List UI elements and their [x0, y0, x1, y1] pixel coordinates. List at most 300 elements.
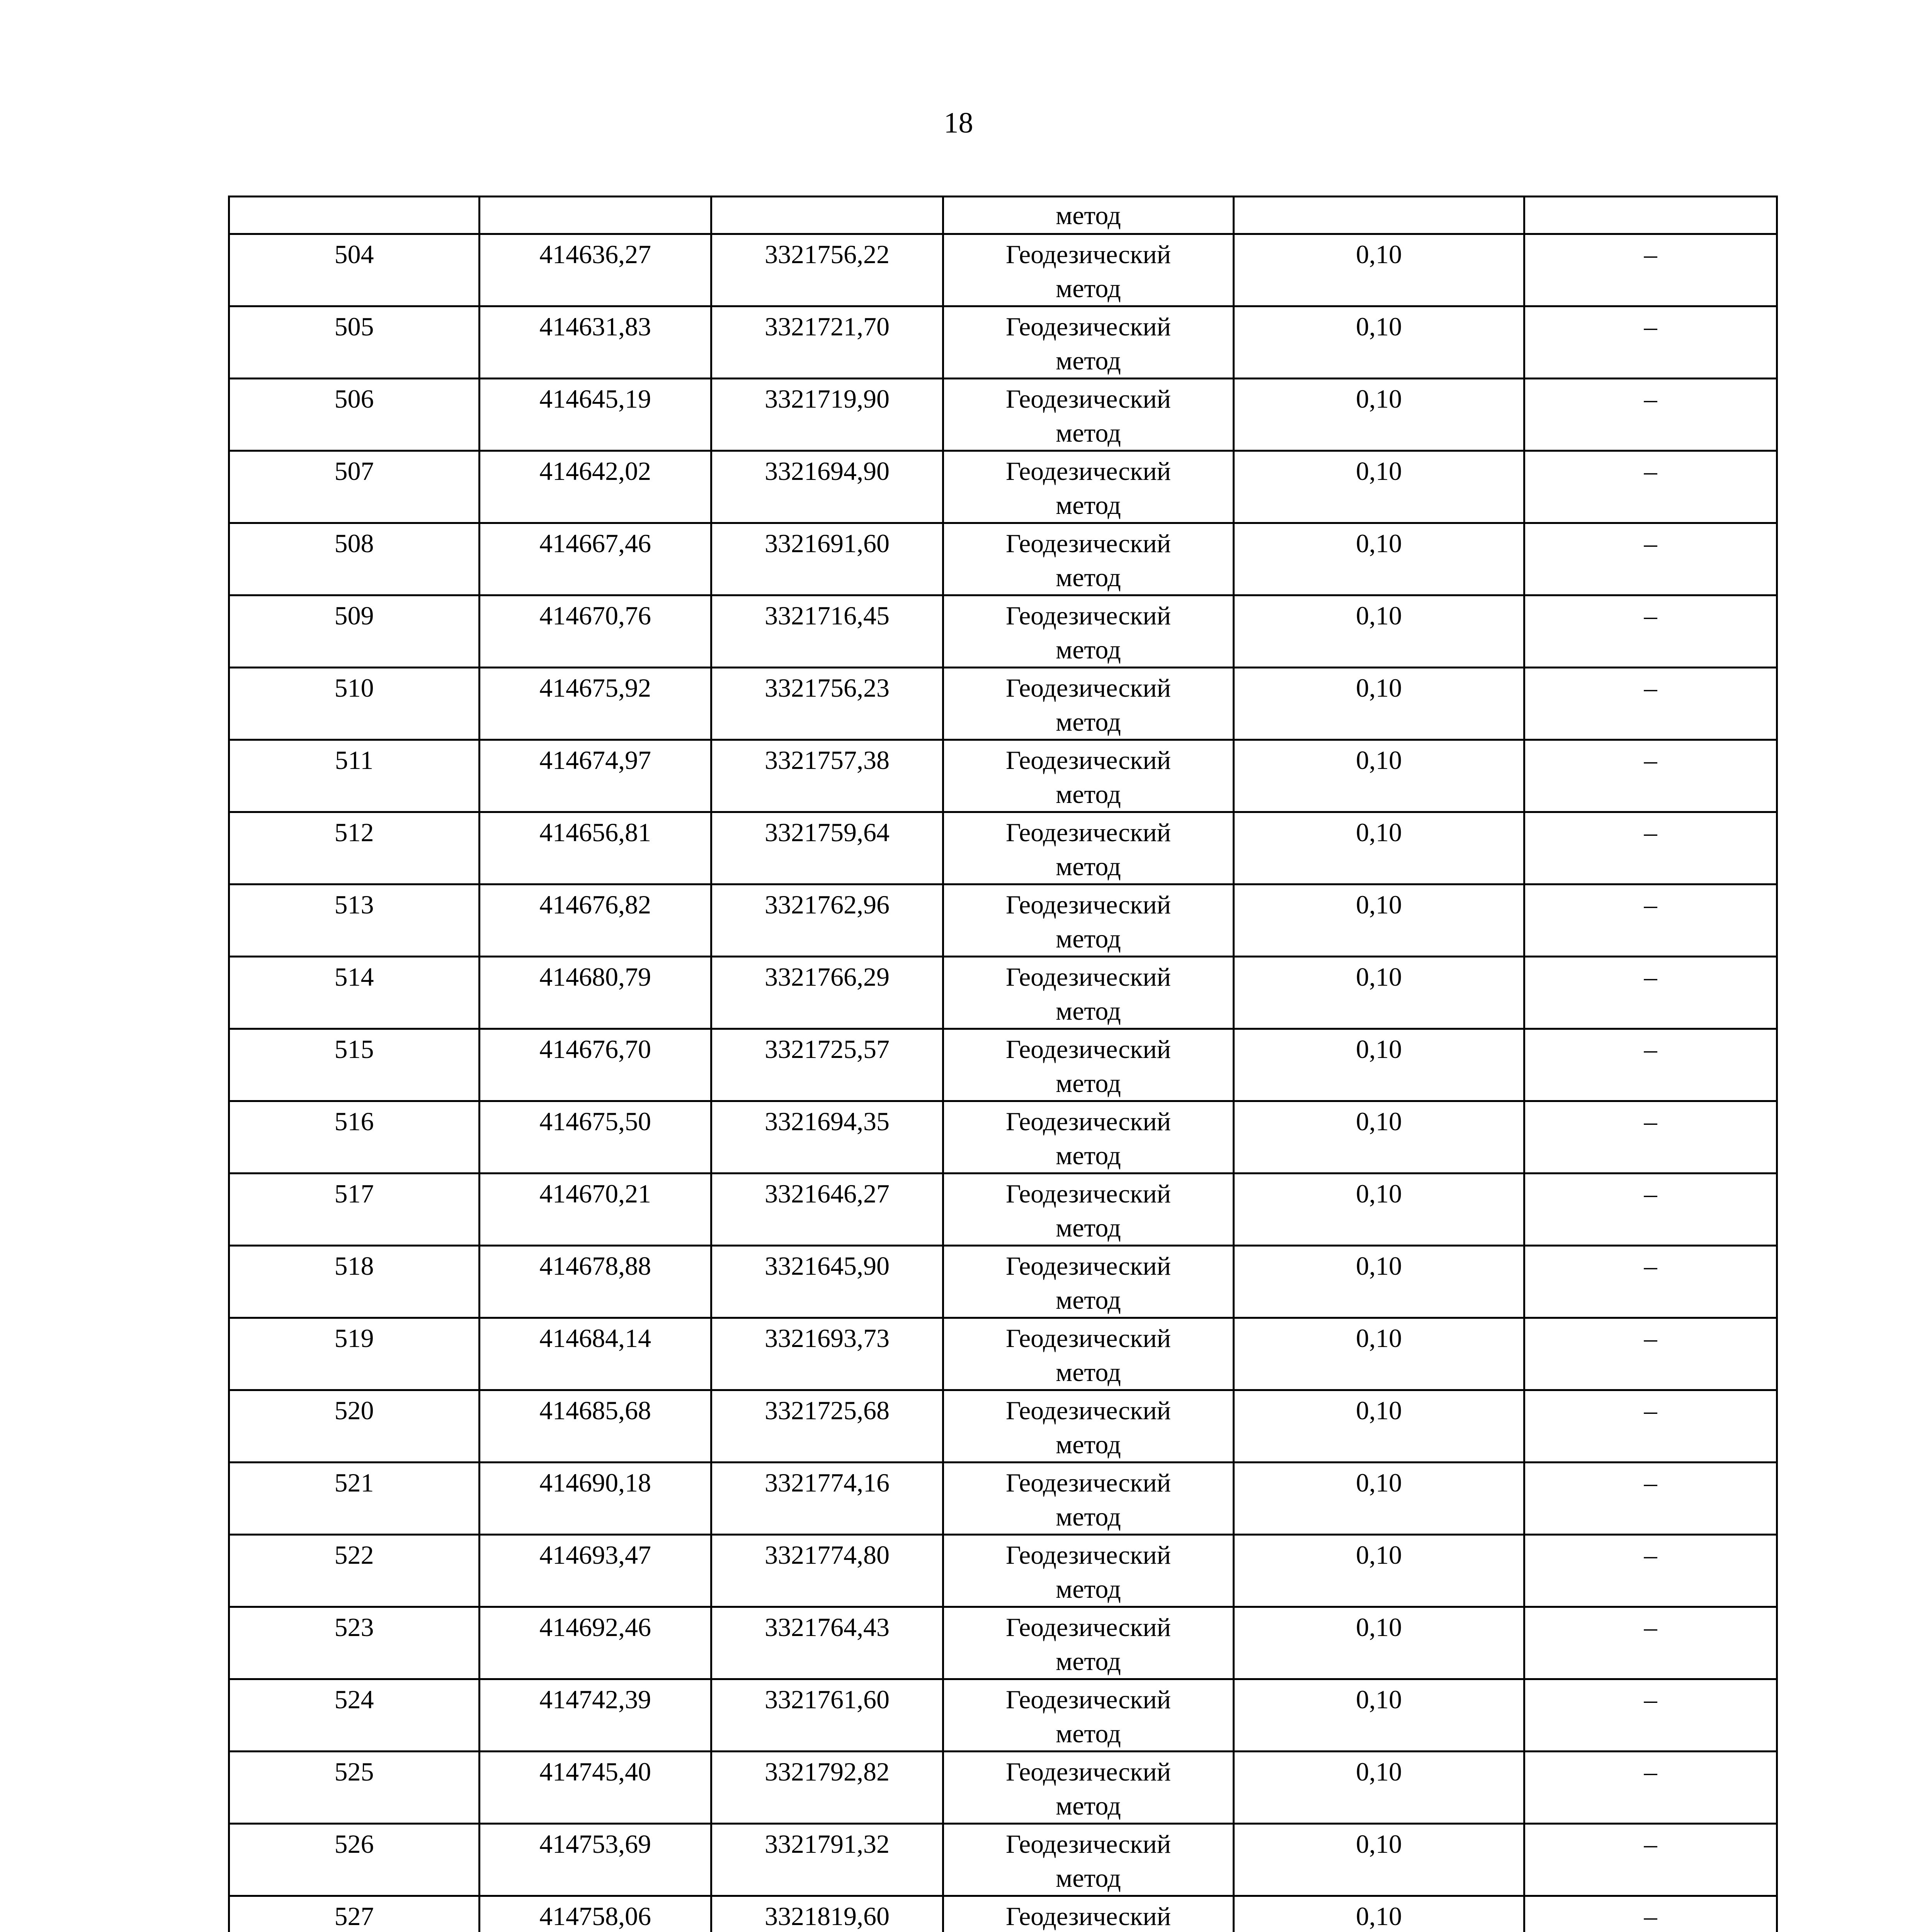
cell-accuracy [1234, 1824, 1524, 1896]
cell-method-text [944, 1463, 1233, 1534]
cell-number-text: 520 [334, 1396, 374, 1425]
cell-note [1524, 1679, 1777, 1752]
cell-x [480, 1390, 711, 1463]
cell-method-text [944, 1247, 1233, 1317]
cell-note-text: – [1644, 1179, 1657, 1208]
cell-number-text: 527 [334, 1901, 374, 1931]
cell-method-text [944, 1102, 1233, 1172]
cell-note [1524, 1752, 1777, 1824]
cell-number [229, 957, 480, 1029]
cell-accuracy [1234, 740, 1524, 812]
cell-method [943, 1896, 1234, 1932]
cell-y [711, 812, 943, 884]
cell-method-text [944, 741, 1233, 811]
cell-accuracy-text: 0,10 [1356, 601, 1402, 630]
cell-number [229, 1607, 480, 1679]
cell-method [943, 1463, 1234, 1535]
cell-note-text: – [1644, 818, 1657, 847]
cell-x-text: 414678,88 [539, 1251, 651, 1281]
cell-method-text [944, 1608, 1233, 1678]
cell-note [1524, 1390, 1777, 1463]
cell-note-text: – [1644, 312, 1657, 341]
method-line-2: метод [1056, 1068, 1121, 1098]
cell-number [229, 1029, 480, 1101]
cell-method [943, 957, 1234, 1029]
cell-note [1524, 379, 1777, 451]
cell-y-text: 3321819,60 [765, 1901, 890, 1931]
cell-x-text: 414670,76 [539, 601, 651, 630]
method-line-1: Геодезический [1005, 601, 1171, 630]
method-line-2: метод [1056, 779, 1121, 809]
cell-y [711, 884, 943, 957]
cell-accuracy-text: 0,10 [1356, 1540, 1402, 1570]
cell-note [1524, 1607, 1777, 1679]
cell-method [943, 740, 1234, 812]
cell-y [711, 197, 943, 234]
cell-method [943, 812, 1234, 884]
cell-number [229, 197, 480, 234]
cell-y-text: 3321757,38 [765, 745, 890, 775]
table-row [229, 1824, 1777, 1896]
cell-accuracy-text: 0,10 [1356, 1179, 1402, 1208]
cell-accuracy [1234, 595, 1524, 668]
cell-method [943, 1246, 1234, 1318]
cell-x [480, 451, 711, 523]
cell-y [711, 1318, 943, 1390]
cell-note [1524, 1535, 1777, 1607]
cell-accuracy-text: 0,10 [1356, 745, 1402, 775]
cell-x-text: 414680,79 [539, 962, 651, 992]
cell-accuracy-text: 0,10 [1356, 818, 1402, 847]
coordinates-table [228, 196, 1778, 1932]
cell-y [711, 1752, 943, 1824]
table-row [229, 1029, 1777, 1101]
cell-accuracy [1234, 812, 1524, 884]
cell-note [1524, 812, 1777, 884]
cell-x [480, 1318, 711, 1390]
cell-number-text: 511 [335, 745, 374, 775]
table-row [229, 1752, 1777, 1824]
cell-note-text: – [1644, 384, 1657, 413]
cell-number [229, 1246, 480, 1318]
cell-x [480, 884, 711, 957]
cell-method [943, 451, 1234, 523]
method-line-1: Геодезический [1005, 1757, 1171, 1786]
cell-accuracy [1234, 884, 1524, 957]
cell-method-text [944, 1319, 1233, 1389]
cell-method-text [944, 1030, 1233, 1100]
method-line-2: метод [1056, 1646, 1121, 1676]
method-line-1: Геодезический [1005, 1251, 1171, 1281]
cell-note [1524, 1463, 1777, 1535]
cell-x-text: 414645,19 [539, 384, 651, 413]
cell-method [943, 1824, 1234, 1896]
cell-method-text [944, 885, 1233, 956]
cell-method-text [944, 1825, 1233, 1895]
cell-accuracy-text: 0,10 [1356, 1396, 1402, 1425]
cell-number-text: 506 [334, 384, 374, 413]
method-line-1: Геодезический [1005, 1396, 1171, 1425]
cell-accuracy [1234, 379, 1524, 451]
cell-accuracy-text: 0,10 [1356, 1251, 1402, 1281]
cell-accuracy-text: 0,10 [1356, 456, 1402, 486]
cell-y [711, 306, 943, 379]
cell-method [943, 884, 1234, 957]
cell-y [711, 1463, 943, 1535]
cell-number [229, 668, 480, 740]
cell-x-text: 414753,69 [539, 1829, 651, 1859]
cell-number [229, 1318, 480, 1390]
cell-accuracy-text: 0,10 [1356, 1757, 1402, 1786]
cell-number [229, 379, 480, 451]
cell-accuracy [1234, 1752, 1524, 1824]
cell-note-text: – [1644, 1540, 1657, 1570]
cell-y [711, 1029, 943, 1101]
cell-x [480, 197, 711, 234]
cell-note [1524, 884, 1777, 957]
cell-x-text: 414656,81 [539, 818, 651, 847]
method-line-2: метод [1056, 418, 1121, 447]
cell-x-text: 414685,68 [539, 1396, 651, 1425]
method-line-2: метод [1056, 346, 1121, 375]
method-line-1: Геодезический [1005, 1179, 1171, 1208]
cell-y-text: 3321725,57 [765, 1034, 890, 1064]
method-line-2: метод [1056, 635, 1121, 664]
method-line-1: Геодезический [1005, 312, 1171, 341]
cell-method-text [944, 596, 1233, 667]
cell-x [480, 740, 711, 812]
cell-x-text: 414758,06 [539, 1901, 651, 1931]
cell-method [943, 1101, 1234, 1173]
cell-x [480, 1463, 711, 1535]
cell-accuracy [1234, 668, 1524, 740]
method-line-2: метод [1056, 274, 1121, 303]
table-row [229, 1390, 1777, 1463]
cell-x [480, 1173, 711, 1246]
cell-method-text [944, 813, 1233, 883]
cell-y [711, 1535, 943, 1607]
cell-note [1524, 234, 1777, 306]
cell-x-text: 414670,21 [539, 1179, 651, 1208]
cell-accuracy [1234, 1463, 1524, 1535]
method-line-2: метод [1056, 1719, 1121, 1748]
cell-y [711, 740, 943, 812]
cell-number [229, 523, 480, 595]
cell-note-text: – [1644, 1323, 1657, 1353]
cell-x [480, 1101, 711, 1173]
cell-x [480, 1824, 711, 1896]
cell-x [480, 523, 711, 595]
continuation-row [229, 197, 1777, 234]
cell-y [711, 1390, 943, 1463]
cell-number-text: 515 [334, 1034, 374, 1064]
cell-method [943, 1318, 1234, 1390]
cell-note [1524, 1101, 1777, 1173]
table-row [229, 1463, 1777, 1535]
cell-number [229, 1752, 480, 1824]
cell-x [480, 1246, 711, 1318]
method-line-2: метод [1056, 924, 1121, 953]
cell-note [1524, 1029, 1777, 1101]
table-row [229, 523, 1777, 595]
cell-y-text: 3321759,64 [765, 818, 890, 847]
cell-number-text: 505 [334, 312, 374, 341]
cell-number-text: 514 [334, 962, 374, 992]
cell-number [229, 884, 480, 957]
cell-method-text [944, 1897, 1233, 1932]
cell-y-text: 3321766,29 [765, 962, 890, 992]
method-line-2: метод [1056, 1430, 1121, 1459]
cell-x [480, 595, 711, 668]
cell-x-text: 414642,02 [539, 456, 651, 486]
cell-method [943, 1029, 1234, 1101]
cell-y-text: 3321756,22 [765, 240, 890, 269]
cell-y-text: 3321756,23 [765, 673, 890, 702]
cell-accuracy [1234, 1607, 1524, 1679]
cell-number-text: 525 [334, 1757, 374, 1786]
cell-accuracy [1234, 1246, 1524, 1318]
cell-x [480, 668, 711, 740]
cell-number [229, 234, 480, 306]
method-line-2: метод [1056, 1357, 1121, 1387]
method-line-1: Геодезический [1005, 1901, 1171, 1931]
cell-x [480, 1752, 711, 1824]
cell-y-text: 3321645,90 [765, 1251, 890, 1281]
cell-y-text: 3321791,32 [765, 1829, 890, 1859]
cell-method: метод [943, 197, 1234, 234]
cell-accuracy [1234, 1535, 1524, 1607]
method-line-1: Геодезический [1005, 1612, 1171, 1642]
cell-note-text: – [1644, 890, 1657, 919]
table-row [229, 884, 1777, 957]
cell-number [229, 451, 480, 523]
cell-x [480, 957, 711, 1029]
cell-y-text: 3321774,80 [765, 1540, 890, 1570]
cell-note [1524, 1246, 1777, 1318]
method-line-1: Геодезический [1005, 1540, 1171, 1570]
cell-number-text: 504 [334, 240, 374, 269]
cell-y-text: 3321716,45 [765, 601, 890, 630]
cell-x [480, 379, 711, 451]
cell-x-text: 414667,46 [539, 529, 651, 558]
cell-y-text: 3321792,82 [765, 1757, 890, 1786]
table-row [229, 1896, 1777, 1932]
cell-x [480, 1679, 711, 1752]
cell-number-text: 512 [334, 818, 374, 847]
cell-y-text: 3321719,90 [765, 384, 890, 413]
cell-x [480, 1607, 711, 1679]
cell-y [711, 1824, 943, 1896]
cell-y-text: 3321694,90 [765, 456, 890, 486]
cell-number [229, 1535, 480, 1607]
cell-accuracy-text: 0,10 [1356, 1829, 1402, 1859]
cell-method-text [944, 452, 1233, 522]
method-line-1: Геодезический [1005, 240, 1171, 269]
method-line-2: метод [1056, 1141, 1121, 1170]
method-line-2: метод [1056, 490, 1121, 520]
cell-y [711, 1101, 943, 1173]
cell-note-text: – [1644, 456, 1657, 486]
cell-x-text: 414684,14 [539, 1323, 651, 1353]
cell-number-text: 526 [334, 1829, 374, 1859]
cell-y-text: 3321646,27 [765, 1179, 890, 1208]
cell-number [229, 595, 480, 668]
table-row [229, 1318, 1777, 1390]
coordinates-table-body [229, 197, 1777, 1932]
cell-y [711, 1896, 943, 1932]
cell-method [943, 306, 1234, 379]
cell-y [711, 1173, 943, 1246]
cell-y-text: 3321691,60 [765, 529, 890, 558]
cell-y [711, 1607, 943, 1679]
cell-note-text: – [1644, 1901, 1657, 1931]
method-line-2: метод [1056, 707, 1121, 736]
cell-number-text: 521 [334, 1468, 374, 1497]
table-row [229, 668, 1777, 740]
cell-method [943, 1752, 1234, 1824]
cell-accuracy-text: 0,10 [1356, 890, 1402, 919]
cell-method-text [944, 1174, 1233, 1245]
cell-method-text [944, 957, 1233, 1028]
cell-accuracy [1234, 1173, 1524, 1246]
cell-note-text: – [1644, 1468, 1657, 1497]
method-line-2: метод [1056, 563, 1121, 592]
cell-accuracy-text: 0,10 [1356, 529, 1402, 558]
cell-note-text: – [1644, 240, 1657, 269]
cell-y [711, 668, 943, 740]
cell-note [1524, 595, 1777, 668]
table-row [229, 1607, 1777, 1679]
cell-note-text: – [1644, 601, 1657, 630]
cell-method [943, 1679, 1234, 1752]
cell-method [943, 1173, 1234, 1246]
cell-y [711, 1679, 943, 1752]
method-line-2: метод [1056, 1502, 1121, 1531]
cell-number [229, 1390, 480, 1463]
cell-y-text: 3321761,60 [765, 1685, 890, 1714]
cell-note-text: – [1644, 1107, 1657, 1136]
cell-number [229, 1101, 480, 1173]
cell-method [943, 595, 1234, 668]
cell-note-text: – [1644, 1396, 1657, 1425]
cell-y [711, 1246, 943, 1318]
method-line-1: Геодезический [1005, 456, 1171, 486]
method-line-2: метод [1056, 1213, 1121, 1242]
cell-note [1524, 306, 1777, 379]
cell-accuracy [1234, 451, 1524, 523]
cell-note [1524, 740, 1777, 812]
method-line-1: Геодезический [1005, 745, 1171, 775]
cell-x-text: 414674,97 [539, 745, 651, 775]
cell-note [1524, 1173, 1777, 1246]
table-row [229, 451, 1777, 523]
cell-accuracy-text: 0,10 [1356, 673, 1402, 702]
cell-number [229, 1173, 480, 1246]
cell-accuracy-text: 0,10 [1356, 240, 1402, 269]
table-row [229, 379, 1777, 451]
cell-y [711, 957, 943, 1029]
cell-accuracy [1234, 1029, 1524, 1101]
cell-note [1524, 523, 1777, 595]
cell-x-text: 414745,40 [539, 1757, 651, 1786]
cell-number-text: 518 [334, 1251, 374, 1281]
cell-number [229, 1679, 480, 1752]
cell-y-text: 3321764,43 [765, 1612, 890, 1642]
cell-y [711, 523, 943, 595]
cell-number [229, 1896, 480, 1932]
cell-x-text: 414693,47 [539, 1540, 651, 1570]
cell-note-text: – [1644, 1251, 1657, 1281]
cell-y-text: 3321725,68 [765, 1396, 890, 1425]
table-row [229, 234, 1777, 306]
cell-number-text: 507 [334, 456, 374, 486]
table-row [229, 1246, 1777, 1318]
cell-accuracy [1234, 1101, 1524, 1173]
table-row [229, 1101, 1777, 1173]
cell-y-text: 3321762,96 [765, 890, 890, 919]
method-line-1: Геодезический [1005, 1034, 1171, 1064]
cell-method [943, 668, 1234, 740]
table-row [229, 957, 1777, 1029]
cell-note-text: – [1644, 962, 1657, 992]
cell-x-text: 414636,27 [539, 240, 651, 269]
cell-number [229, 1824, 480, 1896]
method-line-1: Геодезический [1005, 673, 1171, 702]
cell-method-text [944, 307, 1233, 378]
method-line-1: Геодезический [1005, 818, 1171, 847]
cell-number-text: 513 [334, 890, 374, 919]
cell-note [1524, 1318, 1777, 1390]
cell-number [229, 740, 480, 812]
cell-number [229, 1463, 480, 1535]
cell-accuracy [1234, 523, 1524, 595]
method-line-1: Геодезический [1005, 1323, 1171, 1353]
cell-y [711, 595, 943, 668]
cell-x-text: 414676,82 [539, 890, 651, 919]
cell-method-text [944, 1752, 1233, 1823]
cell-note [1524, 1824, 1777, 1896]
cell-accuracy [1234, 306, 1524, 379]
cell-y-text: 3321774,16 [765, 1468, 890, 1497]
table-row [229, 1679, 1777, 1752]
cell-method-text [944, 668, 1233, 739]
cell-method-text [944, 524, 1233, 594]
cell-x-text: 414690,18 [539, 1468, 651, 1497]
cell-x-text: 414742,39 [539, 1685, 651, 1714]
method-line-2: метод [1056, 1285, 1121, 1315]
method-line-1: Геодезический [1005, 529, 1171, 558]
method-line-2: метод [1056, 1574, 1121, 1604]
cell-note [1524, 957, 1777, 1029]
cell-accuracy-text: 0,10 [1356, 1034, 1402, 1064]
cell-x-text: 414675,50 [539, 1107, 651, 1136]
cell-accuracy-text: 0,10 [1356, 1901, 1402, 1931]
cell-accuracy [1234, 1390, 1524, 1463]
cell-note-text: – [1644, 1612, 1657, 1642]
cell-note [1524, 451, 1777, 523]
cell-accuracy-text: 0,10 [1356, 1612, 1402, 1642]
cell-y-text: 3321693,73 [765, 1323, 890, 1353]
table-row [229, 595, 1777, 668]
cell-accuracy-text: 0,10 [1356, 384, 1402, 413]
cell-number-text: 524 [334, 1685, 374, 1714]
method-line-1: Геодезический [1005, 1829, 1171, 1859]
cell-number-text: 509 [334, 601, 374, 630]
cell-y [711, 451, 943, 523]
cell-number-text: 522 [334, 1540, 374, 1570]
cell-accuracy [1234, 1679, 1524, 1752]
cell-accuracy-text: 0,10 [1356, 1685, 1402, 1714]
